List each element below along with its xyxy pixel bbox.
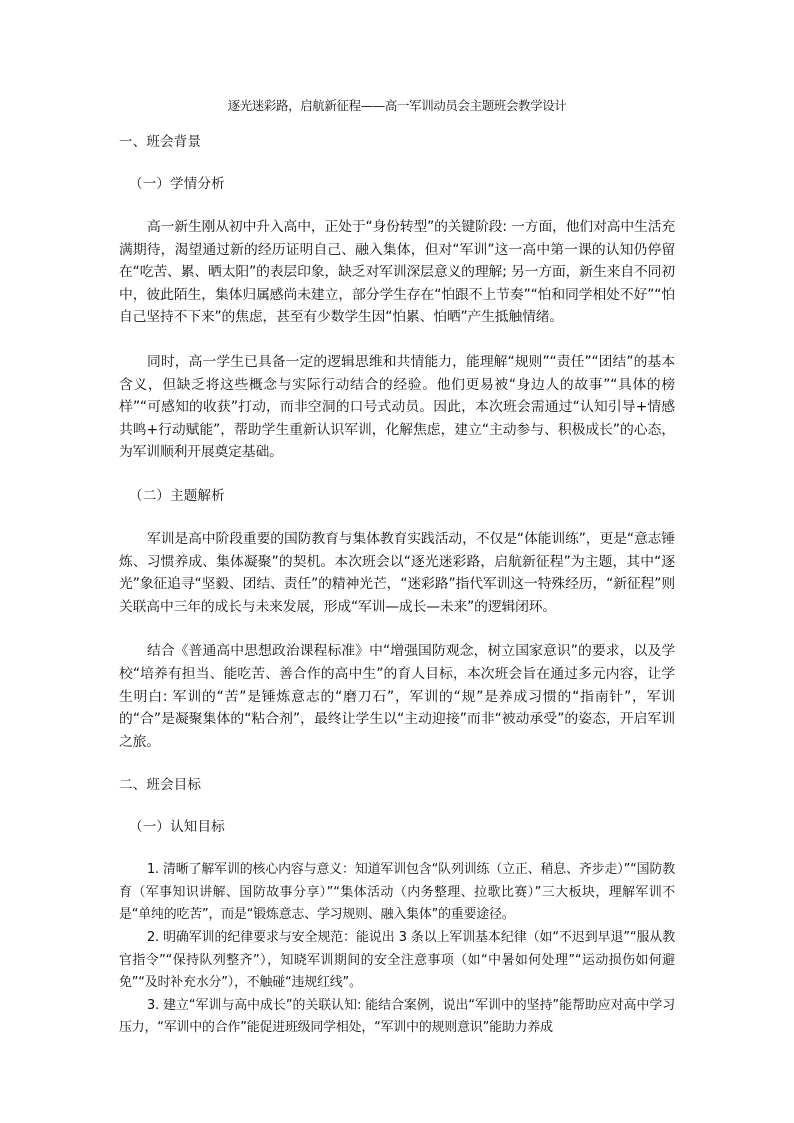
document-page (119, 96, 675, 1040)
paragraph-theme-analysis-1: 军训是高中阶段重要的国防教育与集体教育实践活动，不仅是“体能训练”，更是“意志锤炼、习惯养成、集体凝聚”的契机。本次班会以“逐光迷彩路，启航新征程”为主题，其中“逐光”象征追寻“坚毅、团结、责任”的精神光芒，“迷彩路”指代军训这一特殊经历，“新征程”则关联高中三年的成长与未来发展，形成“军训—成长—未来”的逻辑闭环。 (119, 530, 675, 615)
paragraph-student-analysis-2: 同时，高一学生已具备一定的逻辑思维和共情能力，能理解“规则”“责任”“团结”的基本含义，但缺乏将这些概念与实际行动结合的经验。他们更易被“身边人的故事”“具体的榜样”“可感知的收获”打动，而非空洞的口号式动员。因此，本次班会需通过“认知引导+情感共鸣+行动赋能”，帮助学生重新认识军训，化解焦虑，建立“主动参与、积极成长”的心态，为军训顺利开展奠定基础。 (119, 353, 675, 461)
subsection-heading-theme-analysis: （二）主题解析 (129, 487, 225, 504)
section-heading-goals: 二、班会目标 (119, 777, 202, 794)
goal-item-1: 1. 清晰了解军训的核心内容与意义：知道军训包含“队列训练（立正、稍息、齐步走）”“国防教育（军事知识讲解、国防故事分享）”“集体活动（内务整理、拉歌比赛）”三大板块，理解军训不是“单纯的吃苦”，而是“锻炼意志、学习规则、融入集体”的重要途径。 (119, 862, 675, 923)
section-heading-background: 一、班会背景 (119, 134, 202, 150)
document-title: 逐光迷彩路，启航新征程——高一军训动员会主题班会教学设计 (227, 98, 567, 113)
goal-item-2: 2. 明确军训的纪律要求与安全规范：能说出 3 条以上军训基本纪律（如“不迟到早退”“服从教官指令”“保持队列整齐”），知晓军训期间的安全注意事项（如“中暑如何处理”“运动损伤如何避免”“及时补充水分”），不触碰“违规红线”。 (119, 930, 675, 991)
goal-item-3: 3. 建立“军训与高中成长”的关联认知: 能结合案例，说出“军训中的坚持”能帮助应对高中学习压力，“军训中的合作”能促进班级同学相处，“军训中的规则意识”能助力养成 (119, 997, 675, 1036)
subsection-heading-student-analysis: （一）学情分析 (129, 176, 225, 192)
paragraph-student-analysis-1: 高一新生刚从初中升入高中，正处于“身份转型”的关键阶段: 一方面，他们对高中生活充满期待，渴望通过新的经历证明自己、融入集体，但对“军训”这一高中第一课的认知仍停留在“吃苦、累、晒太阳”的表层印象，缺乏对军训深层意义的理解; 另一方面，新生来自不同初中，彼此陌生，集体归属感尚未建立，部分学生存在“怕跟不上节奏”“怕和同学相处不好”“怕自己坚持不下来”的焦虑，甚至有少数学生因“怕累、怕晒”产生抵触情绪。 (119, 219, 675, 326)
subsection-heading-cognitive-goals: （一）认知目标 (129, 819, 225, 836)
paragraph-theme-analysis-2: 结合《普通高中思想政治课程标准》中“增强国防观念，树立国家意识”的要求，以及学校“培养有担当、能吃苦、善合作的高中生”的育人目标，本次班会旨在通过多元内容，让学生明白: 军训的“苦”是锤炼意志的“磨刀石”，军训的“规”是养成习惯的“指南针”，军训的“合”是凝聚集体的“粘合剂”，最终让学生以“主动迎接”而非“被动承受”的姿态，开启军训之旅。 (119, 643, 675, 750)
